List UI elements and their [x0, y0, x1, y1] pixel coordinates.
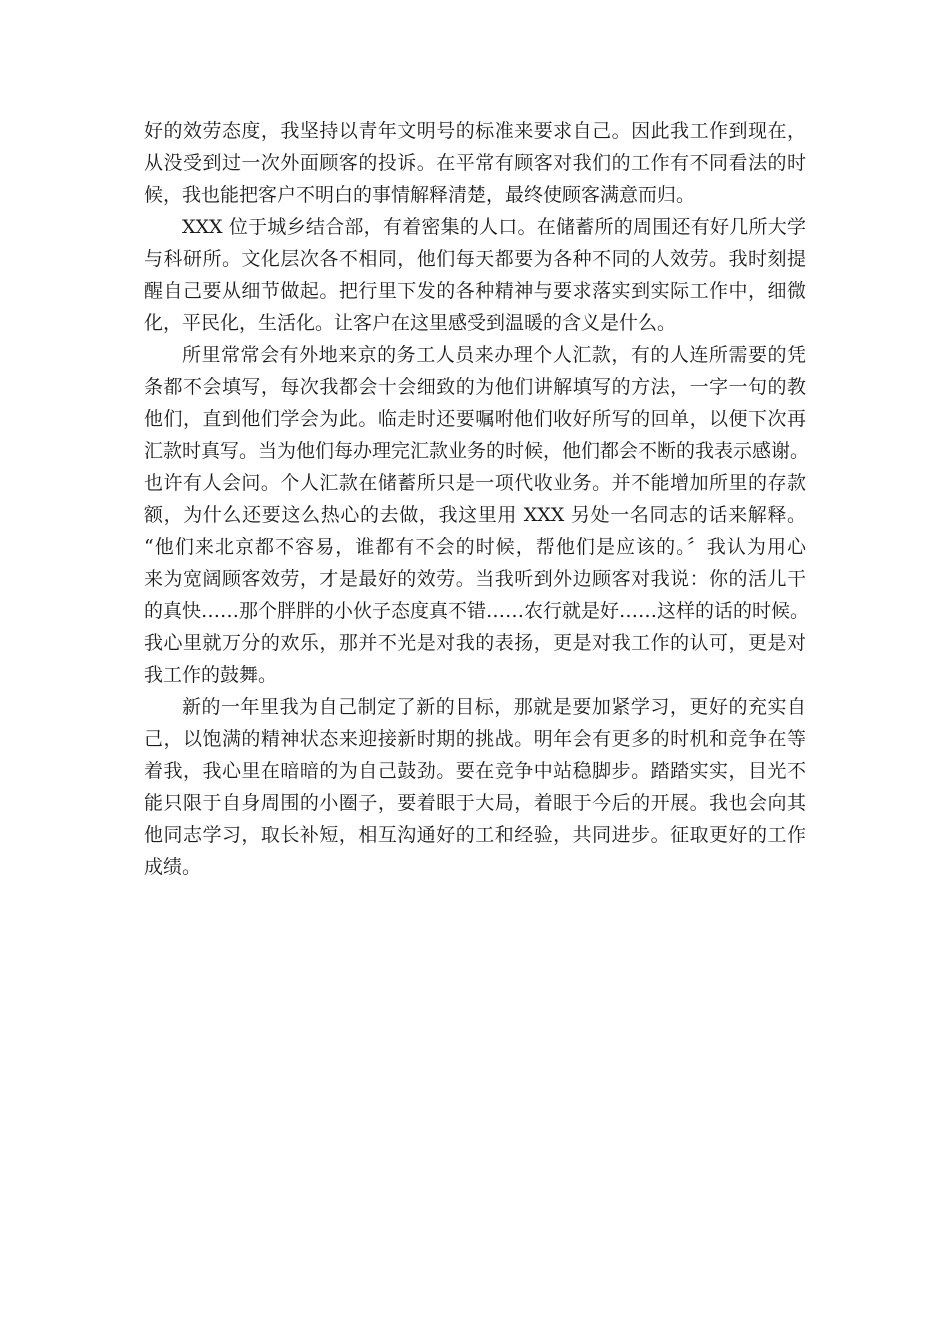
- text-line: 所里常常会有外地来京的务工人员来办理个人汇款，有的人连所需要的凭: [182, 344, 806, 366]
- text-line: 他同志学习，取长补短，相互沟通好的工和经验，共同进步。征取更好的工作: [144, 824, 806, 846]
- text-line: 与科研所。文化层次各不相同，他们每天都要为各种不同的人效劳。我时刻提: [144, 248, 806, 270]
- text-line: 汇款时真写。当为他们每办理完汇款业务的时候，他们都会不断的我表示感谢。: [144, 440, 810, 462]
- text-line: 他们，直到他们学会为此。临走时还要嘱咐他们收好所写的回单，以便下次再: [144, 408, 806, 430]
- text-line: 能只限于自身周围的小圈子，要着眼于大局，着眼于今后的开展。我也会向其: [144, 792, 806, 814]
- text-line: 成绩。: [144, 856, 202, 878]
- text-line: 着我，我心里在暗暗的为自己鼓劲。要在竞争中站稳脚步。踏踏实实，目光不: [144, 760, 806, 782]
- text-line: 好的效劳态度，我坚持以青年文明号的标准来要求自己。因此我工作到现在，: [144, 120, 806, 142]
- text-line: 己，以饱满的精神状态来迎接新时期的挑战。明年会有更多的时机和竞争在等: [144, 728, 806, 750]
- text-line: 我心里就万分的欢乐，那并不光是对我的表扬，更是对我工作的认可，更是对: [144, 632, 806, 654]
- text-line: 的真快……那个胖胖的小伙子态度真不错……农行就是好……这样的话的时候。: [144, 600, 810, 622]
- text-line: 来为宽阔顾客效劳，才是最好的效劳。当我听到外边顾客对我说：你的活儿干: [144, 568, 806, 590]
- text-line: 从没受到过一次外面顾客的投诉。在平常有顾客对我们的工作有不同看法的时: [144, 152, 806, 174]
- text-line: 也许有人会问。个人汇款在储蓄所只是一项代收业务。并不能增加所里的存款: [144, 472, 806, 494]
- text-line: 醒自己要从细节做起。把行里下发的各种精神与要求落实到实际工作中，细微: [144, 280, 806, 302]
- text-line: 新的一年里我为自己制定了新的目标，那就是要加紧学习，更好的充实自: [182, 696, 806, 718]
- text-line: 条都不会填写，每次我都会十会细致的为他们讲解填写的方法，一字一句的教: [144, 376, 806, 398]
- text-line: 额，为什么还要这么热心的去做，我这里用 XXX 另处一名同志的话来解释。: [144, 504, 806, 526]
- text-line: 候，我也能把客户不明白的事情解释清楚，最终使顾客满意而归。: [144, 184, 696, 206]
- body-text: [144, 115, 810, 883]
- text-line: 化，平民化，生活化。让客户在这里感受到温暖的含义是什么。: [144, 312, 677, 334]
- text-line: XXX 位于城乡结合部，有着密集的人口。在储蓄所的周围还有好几所大学: [182, 216, 806, 238]
- text-line: 我工作的鼓舞。: [144, 664, 278, 686]
- text-line: “他们来北京都不容易，谁都有不会的时候，帮他们是应该的。〞我认为用心: [144, 536, 806, 558]
